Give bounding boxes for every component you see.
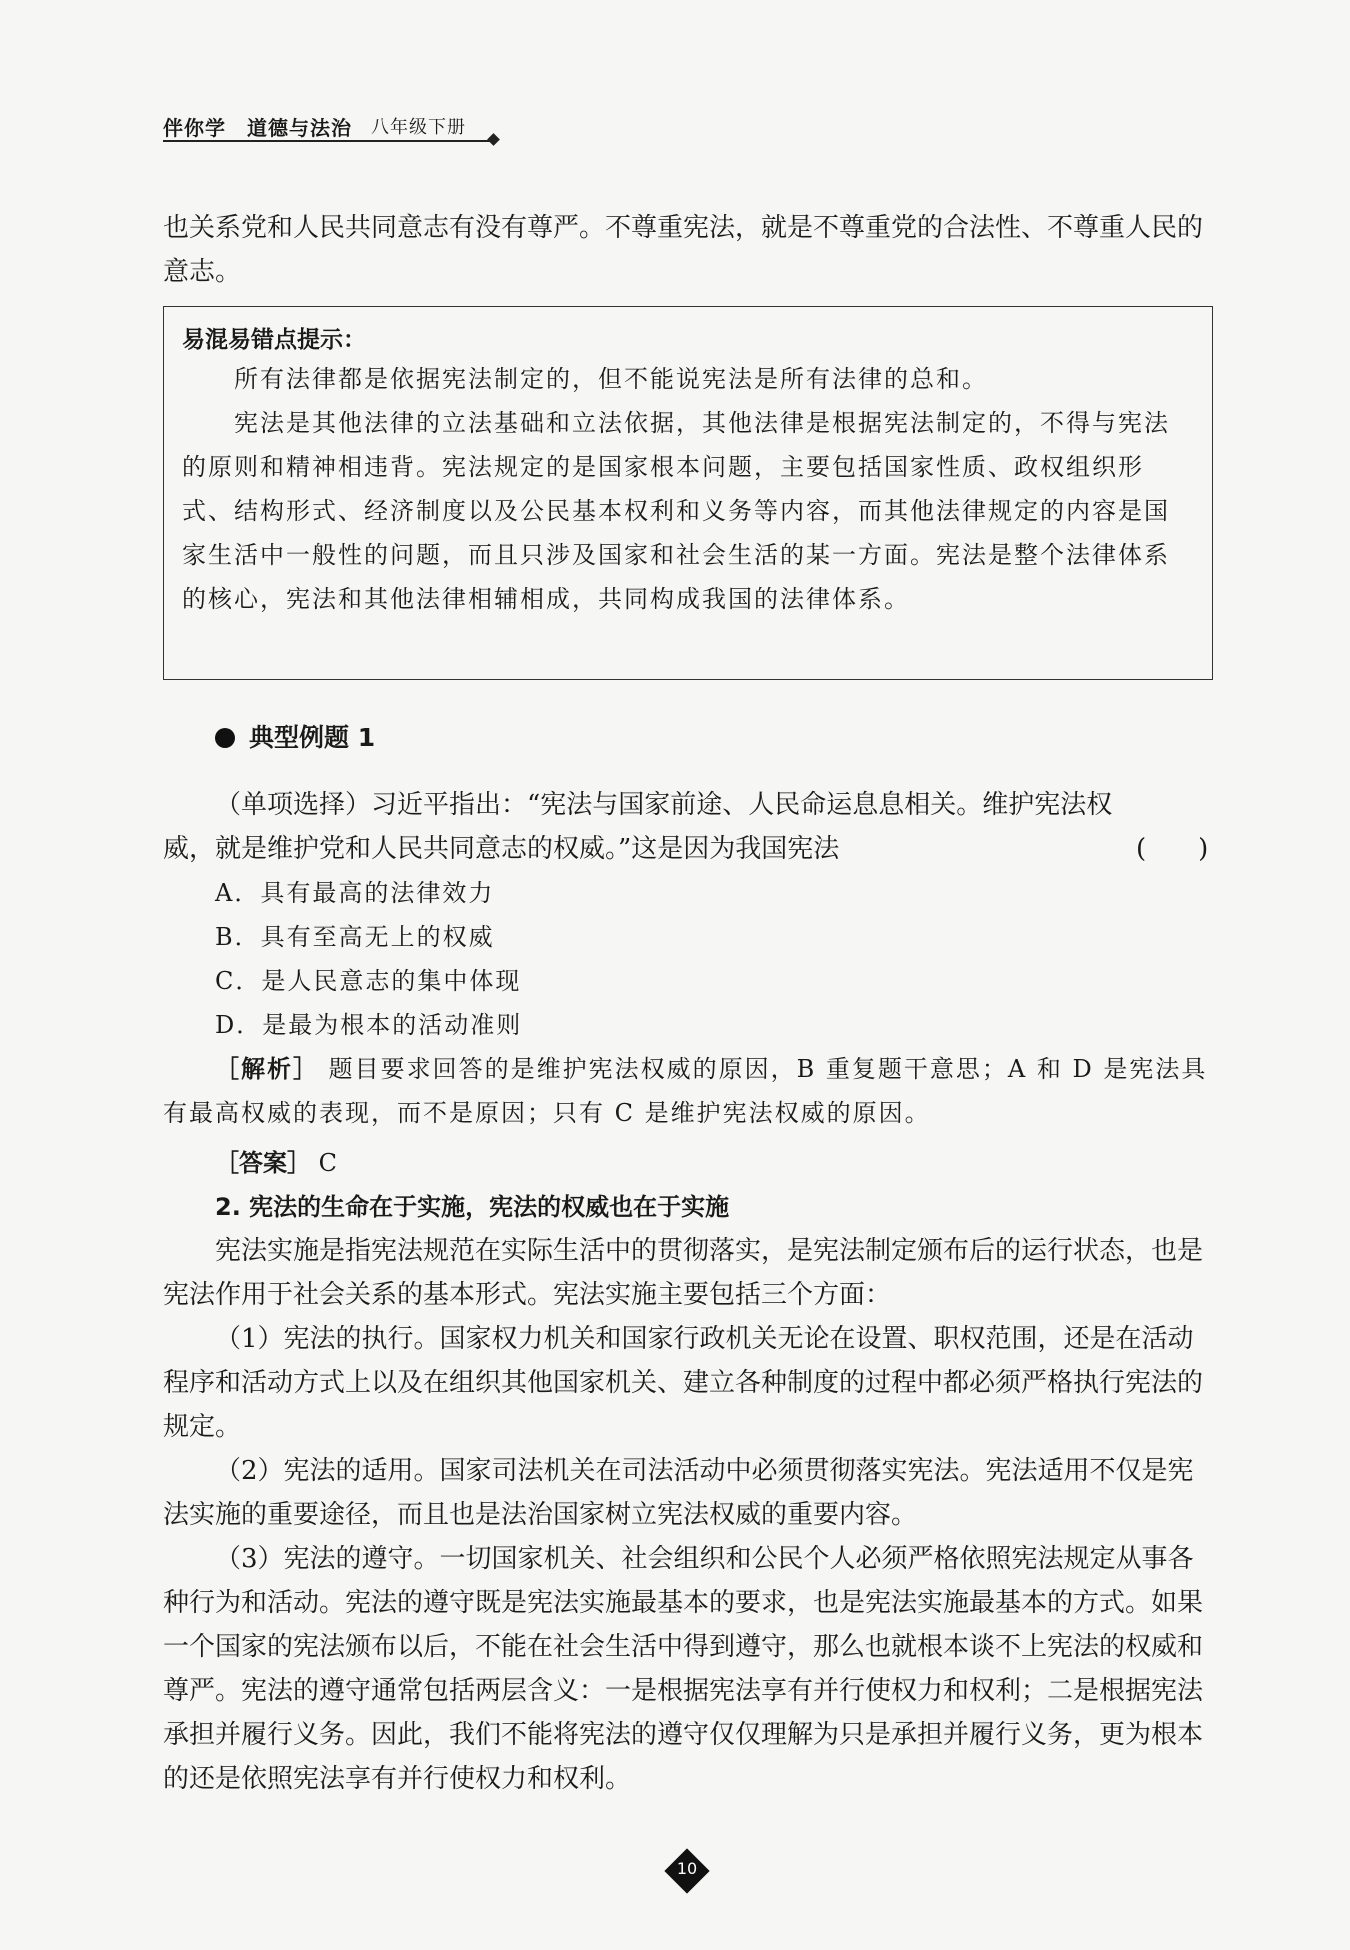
tip-box-title: 易混易错点提示： bbox=[182, 327, 366, 353]
example-question: （单项选择）习近平指出：“宪法与国家前途、人民命运息息相关。维护宪法权威，就是维护党和人民共同意志的权威。”这是因为我国宪法 bbox=[163, 790, 1113, 864]
analysis-label: ［解析］ bbox=[215, 1055, 319, 1083]
header-rule bbox=[163, 140, 493, 142]
option-c: C．是人民意志的集中体现 bbox=[215, 967, 522, 995]
analysis-text: 题目要求回答的是维护宪法权威的原因，B 重复题干意思；A 和 D 是宪法具有最高权威的表现，而不是原因；只有 C 是维护宪法权威的原因。 bbox=[163, 1055, 1208, 1127]
header-diamond-icon bbox=[487, 133, 500, 146]
section-2-paragraph-1: 宪法实施是指宪法规范在实际生活中的贯彻落实，是宪法制定颁布后的运行状态，也是宪法作用于社会关系的基本形式。宪法实施主要包括三个方面： bbox=[163, 1236, 1204, 1310]
example-heading bbox=[215, 718, 375, 754]
page-number-badge bbox=[664, 1848, 710, 1894]
answer bbox=[163, 1141, 1213, 1185]
section-2-paragraph-4: （3）宪法的遵守。一切国家机关、社会组织和公民个人必须严格依照宪法规定从事各种行为和活动。宪法的遵守既是宪法实施最基本的要求，也是宪法实施最基本的方式。如果一个国家的宪法颁布以后，不能在社会生活中得到遵守，那么也就根本谈不上宪法的权威和尊严。宪法的遵守通常包括两层含义：一是根据宪法享有并行使权力和权利；二是根据宪法承担并履行义务。因此，我们不能将宪法的遵守仅仅理解为只是承担并履行义务，更为根本的还是依照宪法享有并行使权力和权利。 bbox=[163, 1544, 1204, 1794]
answer-text: C bbox=[318, 1149, 338, 1177]
answer-label: ［答案］ bbox=[215, 1149, 311, 1177]
tip-box bbox=[163, 306, 1213, 680]
intro-paragraph: 也关系党和人民共同意志有没有尊严。不尊重宪法，就是不尊重党的合法性、不尊重人民的意志。 bbox=[163, 213, 1204, 287]
header-grade: 八年级下册 bbox=[371, 117, 466, 138]
tip-box-paragraph-1: 所有法律都是依据宪法制定的，但不能说宪法是所有法律的总和。 bbox=[234, 365, 988, 393]
option-b: B．具有至高无上的权威 bbox=[215, 923, 495, 951]
section-2-paragraph-2: （1）宪法的执行。国家权力机关和国家行政机关无论在设置、职权范围，还是在活动程序和活动方式上以及在组织其他国家机关、建立各种制度的过程中都必须严格执行宪法的规定。 bbox=[163, 1324, 1204, 1442]
example-heading-text: 典型例题 1 bbox=[249, 723, 376, 752]
page-number: 10 bbox=[676, 1859, 698, 1878]
section-2-heading: 2. 宪法的生命在于实施，宪法的权威也在于实施 bbox=[215, 1193, 730, 1221]
analysis bbox=[163, 1047, 1213, 1135]
running-header bbox=[163, 112, 503, 146]
option-d: D．是最为根本的活动准则 bbox=[215, 1011, 523, 1039]
option-a: A．具有最高的法律效力 bbox=[215, 879, 495, 907]
answer-blank: ( ) bbox=[1136, 834, 1209, 864]
header-subject: 道德与法治 bbox=[247, 116, 352, 140]
header-brand: 伴你学 bbox=[163, 116, 226, 140]
bullet-dot-icon bbox=[215, 728, 235, 748]
tip-box-paragraph-2: 宪法是其他法律的立法基础和立法依据，其他法律是根据宪法制定的，不得与宪法的原则和精神相违背。宪法规定的是国家根本问题，主要包括国家性质、政权组织形式、结构形式、经济制度以及公民基本权利和义务等内容，而其他法律规定的内容是国家生活中一般性的问题，而且只涉及国家和社会生活的某一方面。宪法是整个法律体系的核心，宪法和其他法律相辅相成，共同构成我国的法律体系。 bbox=[182, 409, 1170, 613]
section-2-paragraph-3: （2）宪法的适用。国家司法机关在司法活动中必须贯彻落实宪法。宪法适用不仅是宪法实施的重要途径，而且也是法治国家树立宪法权威的重要内容。 bbox=[163, 1456, 1194, 1530]
